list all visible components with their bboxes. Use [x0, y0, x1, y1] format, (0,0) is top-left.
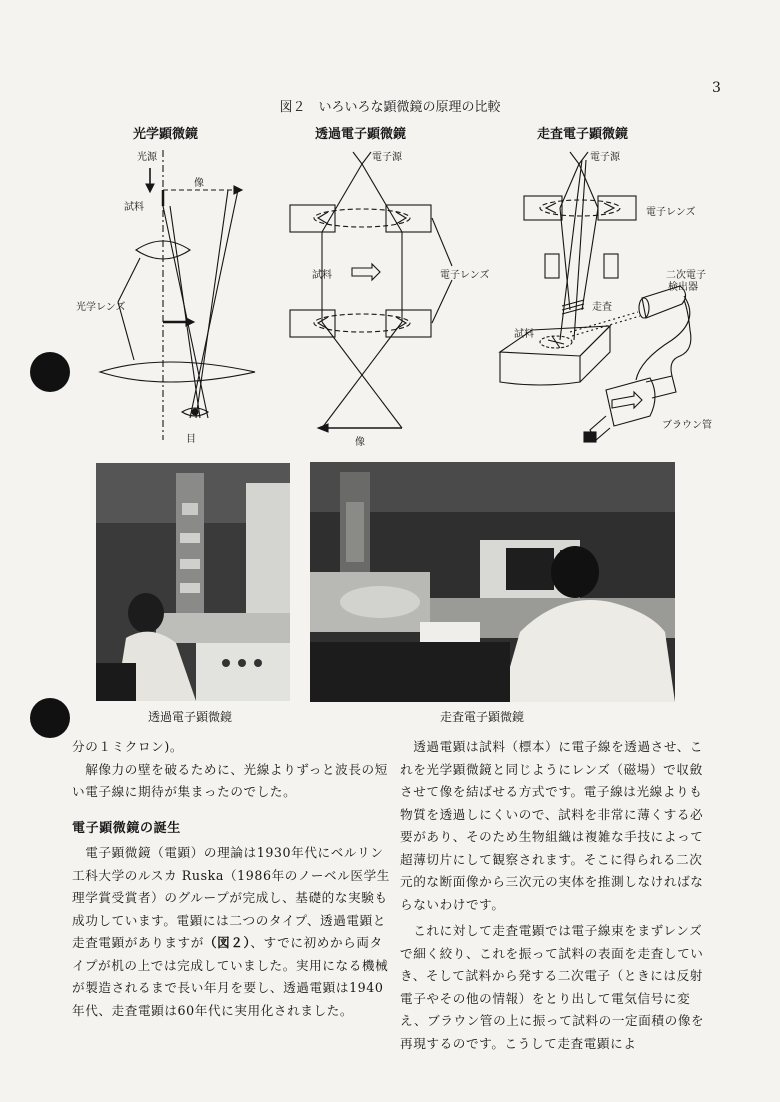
- paragraph: 透過電顕は試料（標本）に電子線を透過させ、これを光学顕微鏡と同じようにレンズ（磁場）で収斂させて像を結ばせる方式です。電子線は光線よりも物質を透過しにくいので、試料を非常に薄くする必要があり、そのため生物組織は複雑な手技によって超薄切片にして観察されます。そこに得られる二次元的な断面像から三次元の実体を推測しなければならないわけです。: [400, 739, 704, 912]
- label-tem-image: 像: [355, 437, 365, 448]
- label-sem-sample: 試料: [514, 329, 534, 340]
- figure-title: 図２ いろいろな顕微鏡の原理の比較: [279, 100, 501, 115]
- optical-microscope-diagram: [100, 150, 255, 440]
- tem-title: 透過電子顕微鏡: [315, 127, 407, 142]
- label-optical-lens: 光学レンズ: [76, 302, 126, 313]
- label-tem-lens: 電子レンズ: [440, 270, 490, 281]
- tem-photo: [96, 463, 290, 701]
- label-crt: ブラウン管: [662, 420, 712, 431]
- label-sem-source: 電子源: [590, 152, 620, 163]
- sem-photo: [310, 462, 675, 702]
- paragraph: 解像力の壁を破るために、光線よりずっと波長の短い電子線に期待が集まったのでした。: [72, 761, 388, 799]
- label-detector-2: 検出器: [668, 282, 698, 293]
- figure-reference: （図２）: [203, 935, 251, 950]
- label-optical-sample: 試料: [124, 202, 144, 213]
- label-optical-image: 像: [194, 178, 204, 189]
- text-column-right: [400, 736, 710, 1055]
- label-tem-source: 電子源: [372, 152, 402, 163]
- label-light-source: 光源: [137, 152, 157, 163]
- paragraph: 分の１ミクロン)。: [72, 739, 184, 754]
- caption-sem-photo: 走査電子顕微鏡: [440, 710, 525, 724]
- caption-tem-photo: 透過電子顕微鏡: [148, 710, 233, 724]
- sem-title: 走査電子顕微鏡: [537, 127, 629, 142]
- microscope-diagrams: [0, 0, 780, 460]
- label-eye: 目: [186, 434, 196, 445]
- label-tem-sample: 試料: [312, 270, 332, 281]
- page-number: 3: [712, 80, 721, 96]
- paragraph: これに対して走査電顕では電子線束をまずレンズで細く絞り、これを振って試料の表面を走査していき、そして試料から発する二次電子（ときには反射電子やその他の情報）をとり出して電気信号に変え、ブラウン管の上に振って試料の一定面積の像を再現するのです。こうして走査電顕によ: [400, 923, 705, 1051]
- binder-hole-bottom: [30, 698, 70, 738]
- label-sem-lens: 電子レンズ: [646, 207, 696, 218]
- paragraph: 電子顕微鏡（電顕）の理論は1930年代にベルリン工科大学のルスカ Ruska（1986年のノーベル医学生理学賞受賞者）のグループが完成し、基礎的な実験も成功しています。電顕には二つのタイプ、透過電顕と走査電顕がありますが（図２）、すでに初めから両タイプが机の上では完成していました。実用になる機械が製造されるまで長い年月を要し、透過電顕は1940年代、走査電顕は60年代に実用化されました。: [72, 845, 390, 1018]
- label-detector-1: 二次電子: [666, 270, 706, 281]
- optical-title: 光学顕微鏡: [133, 127, 199, 142]
- label-scan: 走査: [592, 302, 612, 313]
- tem-diagram: [290, 152, 452, 432]
- text-column-left: [72, 736, 390, 1022]
- section-heading: 電子顕微鏡の誕生: [72, 820, 181, 836]
- sem-diagram: [500, 152, 691, 442]
